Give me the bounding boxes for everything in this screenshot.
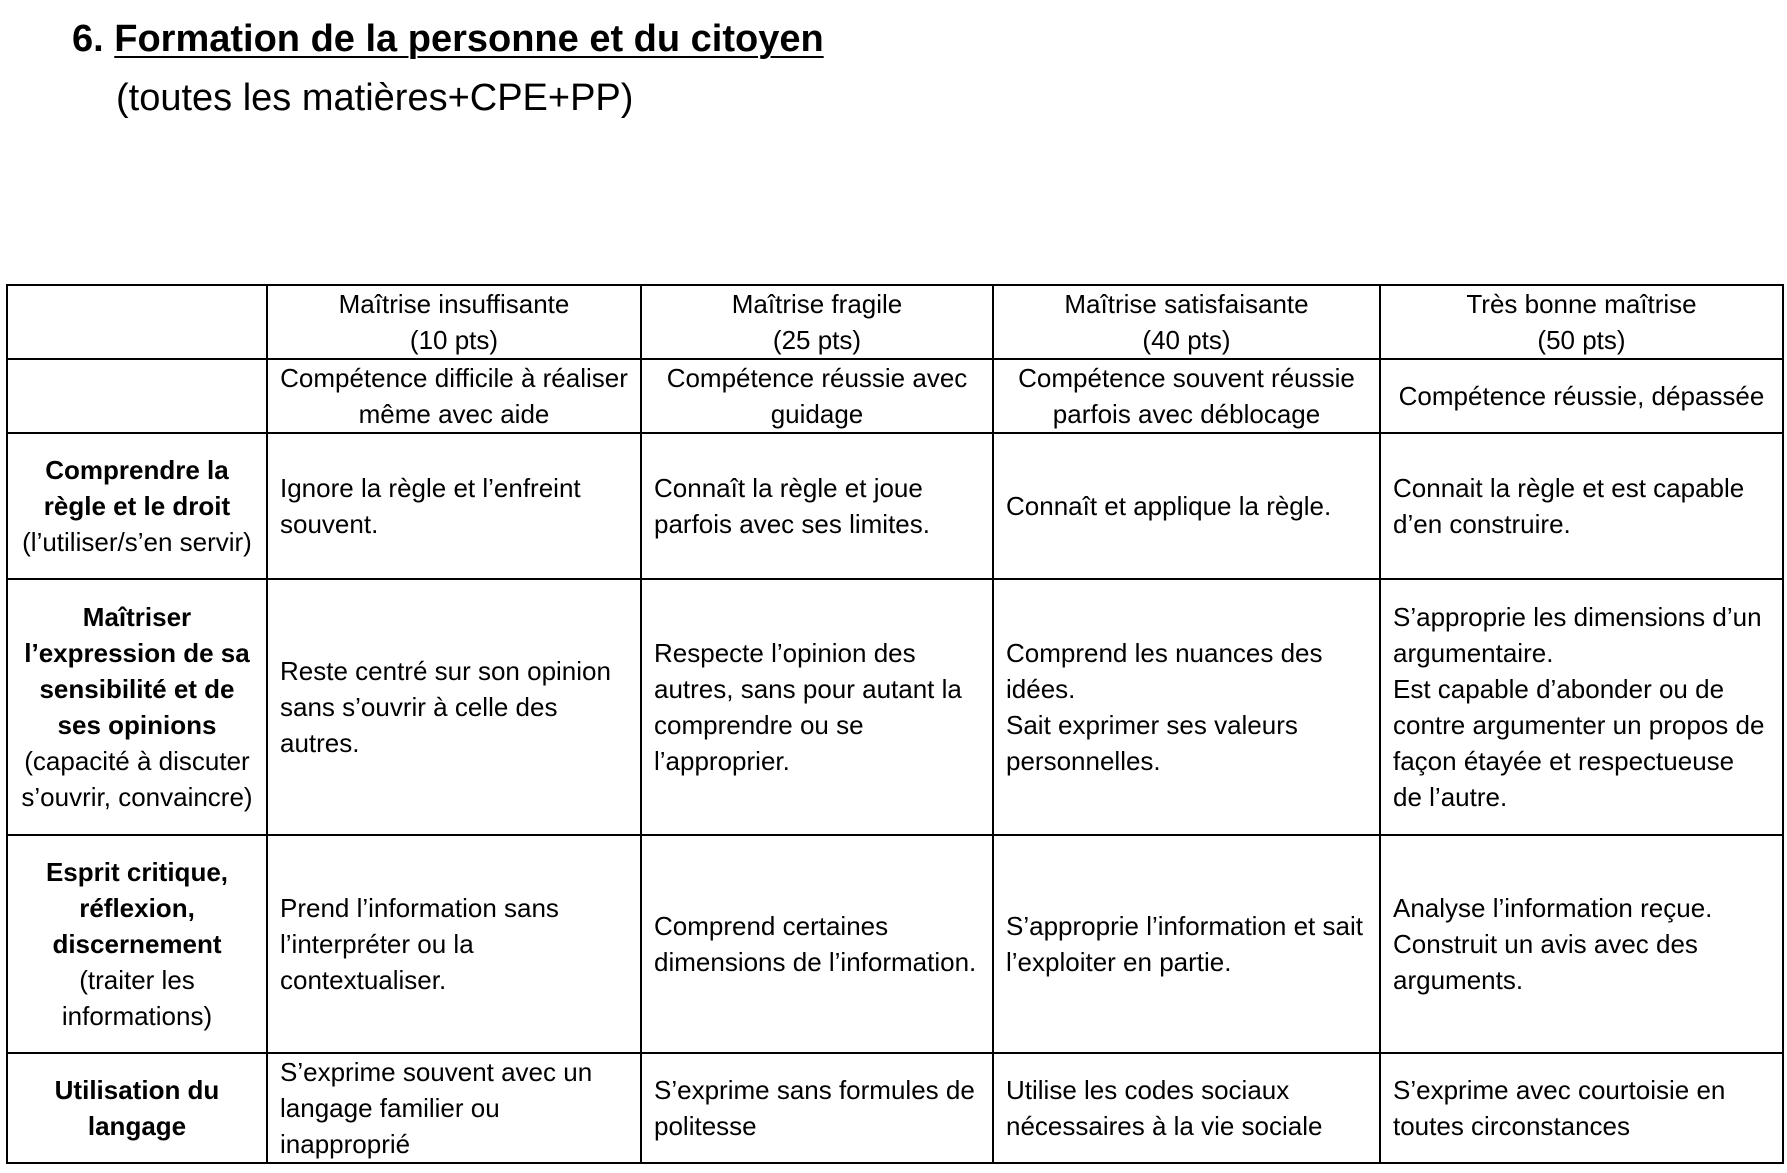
table-row	[7, 579, 1783, 835]
level-header-fragile	[641, 285, 993, 359]
level-points: (25 pts)	[772, 325, 862, 355]
table-cell: Connait la règle et est capable d’en construire.	[1380, 433, 1783, 579]
table-cell: S’approprie l’information et sait l’exploiter en partie.	[993, 835, 1380, 1053]
table-cell: Comprend certaines dimensions de l’information.	[641, 835, 993, 1053]
table-row	[7, 433, 1783, 579]
row-header	[7, 835, 267, 1053]
section-subtitle: (toutes les matières+CPE+PP)	[116, 77, 634, 119]
level-points: (10 pts)	[409, 325, 499, 355]
table-cell: Reste centré sur son opinion sans s’ouvrir à celle des autres.	[267, 579, 641, 835]
row-header	[7, 433, 267, 579]
level-description: Compétence réussie avec guidage	[641, 359, 993, 433]
row-title: Comprendre la règle et le droit	[43, 455, 231, 521]
row-detail: (l’utiliser/s’en servir)	[22, 527, 252, 557]
row-header	[7, 1053, 267, 1163]
level-points: (50 pts)	[1537, 325, 1626, 355]
table-cell: S’exprime souvent avec un langage familier ou inapproprié	[267, 1053, 641, 1163]
table-row	[7, 835, 1783, 1053]
competency-rubric-table	[6, 284, 1784, 1164]
table-cell: S’exprime avec courtoisie en toutes circonstances	[1380, 1053, 1783, 1163]
level-description: Compétence difficile à réaliser même avec aide	[267, 359, 641, 433]
page-heading	[72, 14, 824, 124]
table-cell: Connaît et applique la règle.	[993, 433, 1380, 579]
level-points: (40 pts)	[1142, 325, 1231, 355]
level-description-row	[7, 359, 1783, 433]
level-header-row	[7, 285, 1783, 359]
corner-cell	[7, 285, 267, 359]
table-cell: Respecte l’opinion des autres, sans pour autant la comprendre ou se l’approprier.	[641, 579, 993, 835]
row-detail: (traiter les informations)	[61, 965, 213, 1031]
row-title: Esprit critique, réflexion, discernement	[45, 857, 229, 959]
table-cell: S’exprime sans formules de politesse	[641, 1053, 993, 1163]
table-cell: Ignore la règle et l’enfreint souvent.	[267, 433, 641, 579]
level-description: Compétence souvent réussie parfois avec déblocage	[993, 359, 1380, 433]
row-header	[7, 579, 267, 835]
row-title: Maîtriser l’expression de sa sensibilité et de ses opinions	[24, 602, 250, 740]
page-title	[72, 14, 824, 64]
table-cell: Comprend les nuances des idées. Sait exprimer ses valeurs personnelles.	[993, 579, 1380, 835]
section-number: 6.	[72, 18, 115, 60]
table-row	[7, 1053, 1783, 1163]
row-detail: (capacité à discuter s’ouvrir, convaincre)	[21, 746, 253, 812]
level-header-insuffisante	[267, 285, 641, 359]
level-label: Maîtrise satisfaisante	[1064, 289, 1309, 319]
level-header-satisfaisante	[993, 285, 1380, 359]
table-cell: Prend l’information sans l’interpréter ou la contextualiser.	[267, 835, 641, 1053]
row-title: Utilisation du langage	[54, 1075, 220, 1141]
level-label: Maîtrise fragile	[731, 289, 903, 319]
table-cell: Analyse l’information reçue. Construit un avis avec des arguments.	[1380, 835, 1783, 1053]
table-cell: S’approprie les dimensions d’un argumentaire. Est capable d’abonder ou de contre argumenter un propos de façon étayée et respectueuse de l’autre.	[1380, 579, 1783, 835]
section-title: Formation de la personne et du citoyen	[114, 18, 824, 60]
table-cell: Connaît la règle et joue parfois avec ses limites.	[641, 433, 993, 579]
table-cell: Utilise les codes sociaux nécessaires à la vie sociale	[993, 1053, 1380, 1163]
level-header-tres-bonne	[1380, 285, 1783, 359]
corner-cell	[7, 359, 267, 433]
level-description: Compétence réussie, dépassée	[1380, 359, 1783, 433]
level-label: Très bonne maîtrise	[1466, 289, 1697, 319]
level-label: Maîtrise insuffisante	[338, 289, 570, 319]
